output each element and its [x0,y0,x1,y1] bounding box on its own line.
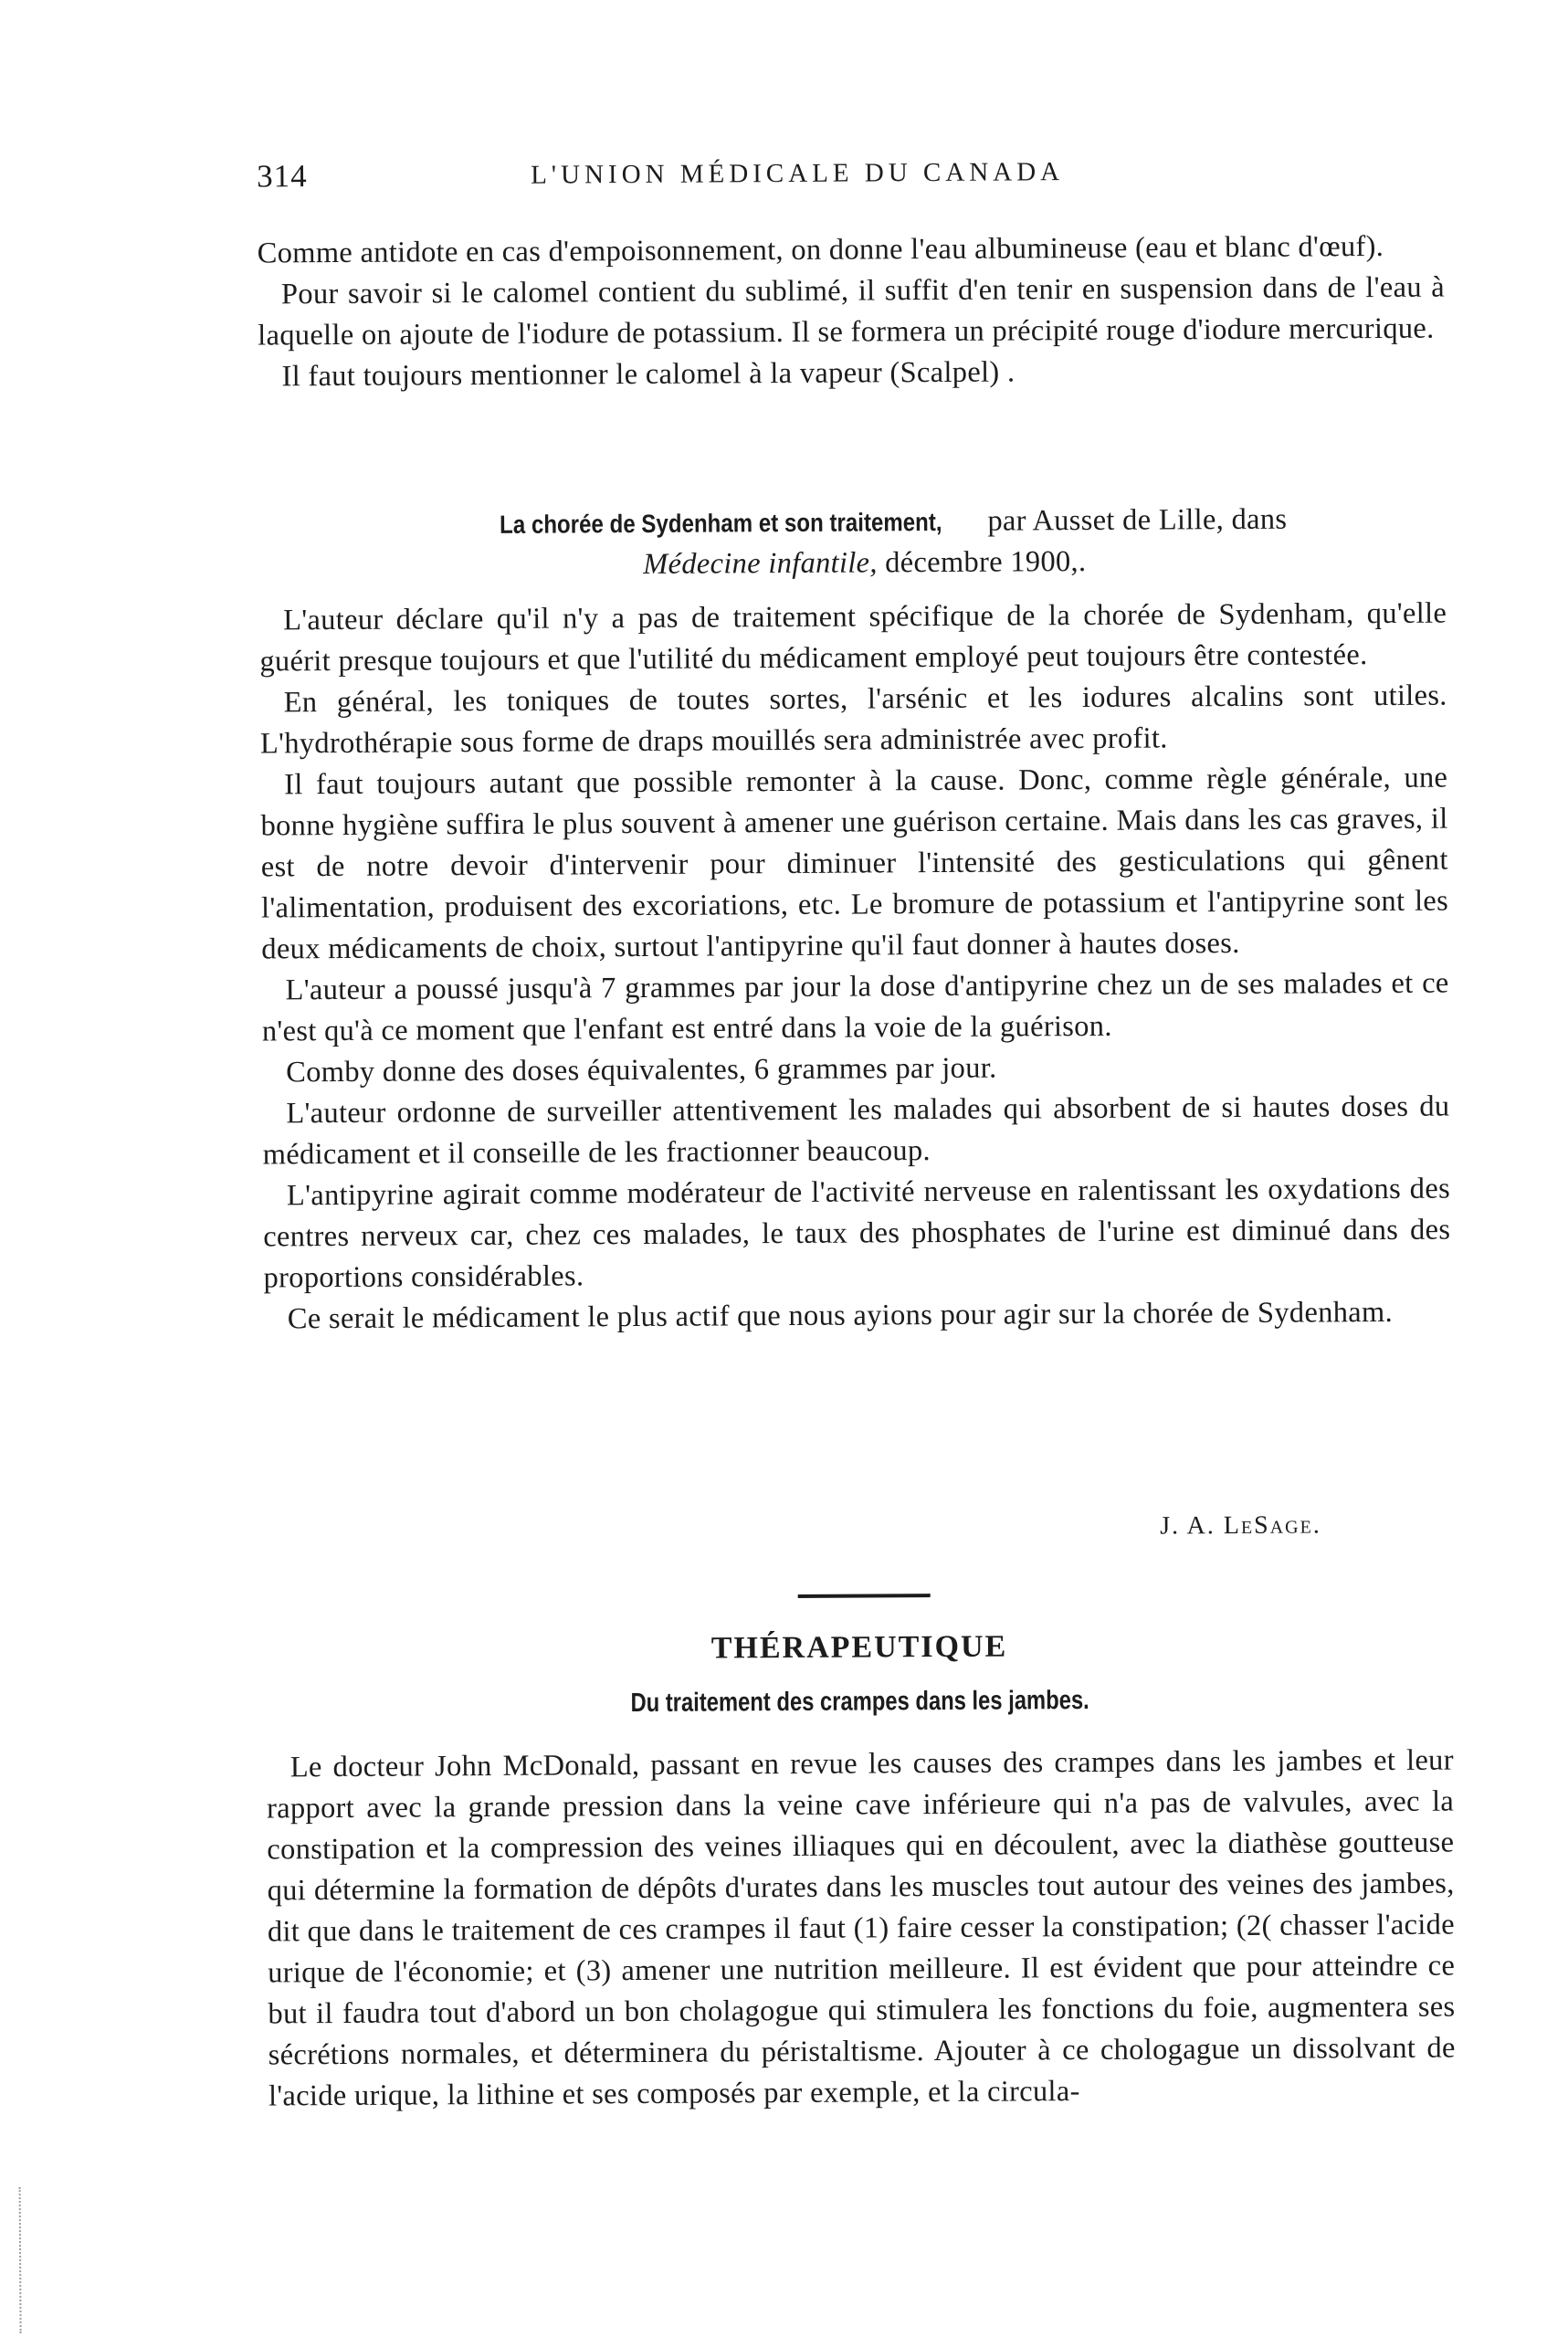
article-title [258,499,1446,547]
calomel-section [258,226,1446,398]
signature-initials: J. A. [1160,1511,1224,1541]
section-divider [798,1594,931,1598]
signature-name: LeSage. [1223,1510,1321,1541]
paragraph: Il faut toujours autant que possible remonter à la cause. Donc, comme règle générale, une bonne hygiène suffira le plus souvent à amener une guérison certaine. Mais dans les cas graves, il est de notre devoir d'intervenir pour diminuer l'intensité des gesticulations qui gênent l'alimentation, produisent des excoriations, etc. Le bromure de potassium et l'antipyrine sont les deux médicaments de choix, surtout l'antipyrine qu'il faut donner à hautes doses. [260,761,1449,966]
source-journal: Médecine infantile, [643,546,878,581]
source-date: décembre 1900,. [877,544,1087,580]
subheading-text: Du traitement des crampes dans les jambes. [630,1685,1089,1719]
page-header [257,152,1444,205]
paragraph: Pour savoir si le calomel contient du sublimé, il suffit d'en tenir en suspension dans de l'eau à laquelle on ajoute de l'iodure de potassium. Il se formera un précipité rouge d'iodure mercurique. [258,270,1446,353]
paragraph: L'auteur a poussé jusqu'à 7 grammes par jour la dose d'antipyrine chez un de ses malades et ce n'est qu'à ce moment que l'enfant est entré dans la voie de la guérison. [261,966,1449,1048]
paragraph: Comme antidote en cas d'empoisonnement, on donne l'eau albumineuse (eau et blanc d'œuf). [257,229,1384,270]
scan-edge-mark [19,2187,24,2333]
article-title-bold: La chorée de Sydenham et son traitement, [500,507,942,539]
paragraph: Ce serait le médicament le plus actif que nous ayions pour agir sur la chorée de Sydenham. [287,1295,1394,1336]
paragraph: Il faut toujours mentionner le calomel à la vapeur (Scalpel) . [281,355,1016,394]
therapeutique-section [267,1741,1456,2118]
article-chorea [258,499,1451,1341]
paragraph: Le docteur John McDonald, passant en revue les causes des crampes dans les jambes et leur rapport avec la grande pression dans la veine cave inférieure qui n'a pas de valvules, avec la constipation et la compression des veines illiaques qui en découlent, avec la diathèse goutteuse qui détermine la formation de dépôts d'urates dans les muscles tout autour des veines des jambes, dit que dans le traitement de ces crampes il faut (1) faire cesser la constipation; (2( chasser l'acide urique de l'économie; et (3) amener une nutrition meilleure. Il est évident que pour atteindre ce but il faudra tout d'abord un bon cholagogue qui stimulera les fonctions du foie, augmentera ses sécrétions normales, et déterminera du péristaltisme. Ajouter à ce chologague un dissolvant de l'acide urique, la lithine et ses composés par exemple, et la circula- [266,1743,1456,2113]
running-title: L'UNION MÉDICALE DU CANADA [531,157,1065,190]
author-signature [1160,1510,1321,1541]
article-title-rest: par Ausset de Lille, dans [979,502,1288,538]
paragraph: L'auteur ordonne de surveiller attentivement les malades qui absorbent de si hautes doses du médicament et il conseille de les fractionner beaucoup. [262,1089,1450,1172]
paragraph: En général, les toniques de toutes sortes, l'arsénic et les iodures alcalins sont utiles. L'hydrothérapie sous forme de draps mouillés sera administrée avec profit. [259,679,1447,761]
paragraph: L'antipyrine agirait comme modérateur de l'activité nerveuse en ralentissant les oxydations des centres nerveux car, chez ces malades, le taux des phosphates de l'urine est diminué dans des proportions considérables. [263,1172,1451,1295]
paragraph: L'auteur déclare qu'il n'y a pas de traitement spécifique de la chorée de Sydenham, qu'elle guérit presque toujours et que l'utilité du médicament employé peut toujours être contestée. [259,596,1447,679]
article-source [259,540,1447,588]
paragraph: Comby donne des doses équivalentes, 6 grammes par jour. [286,1051,997,1089]
section-heading: THÉRAPEUTIQUE [710,1629,1008,1666]
page-number: 314 [257,158,308,195]
section-subheading [266,1684,1453,1721]
